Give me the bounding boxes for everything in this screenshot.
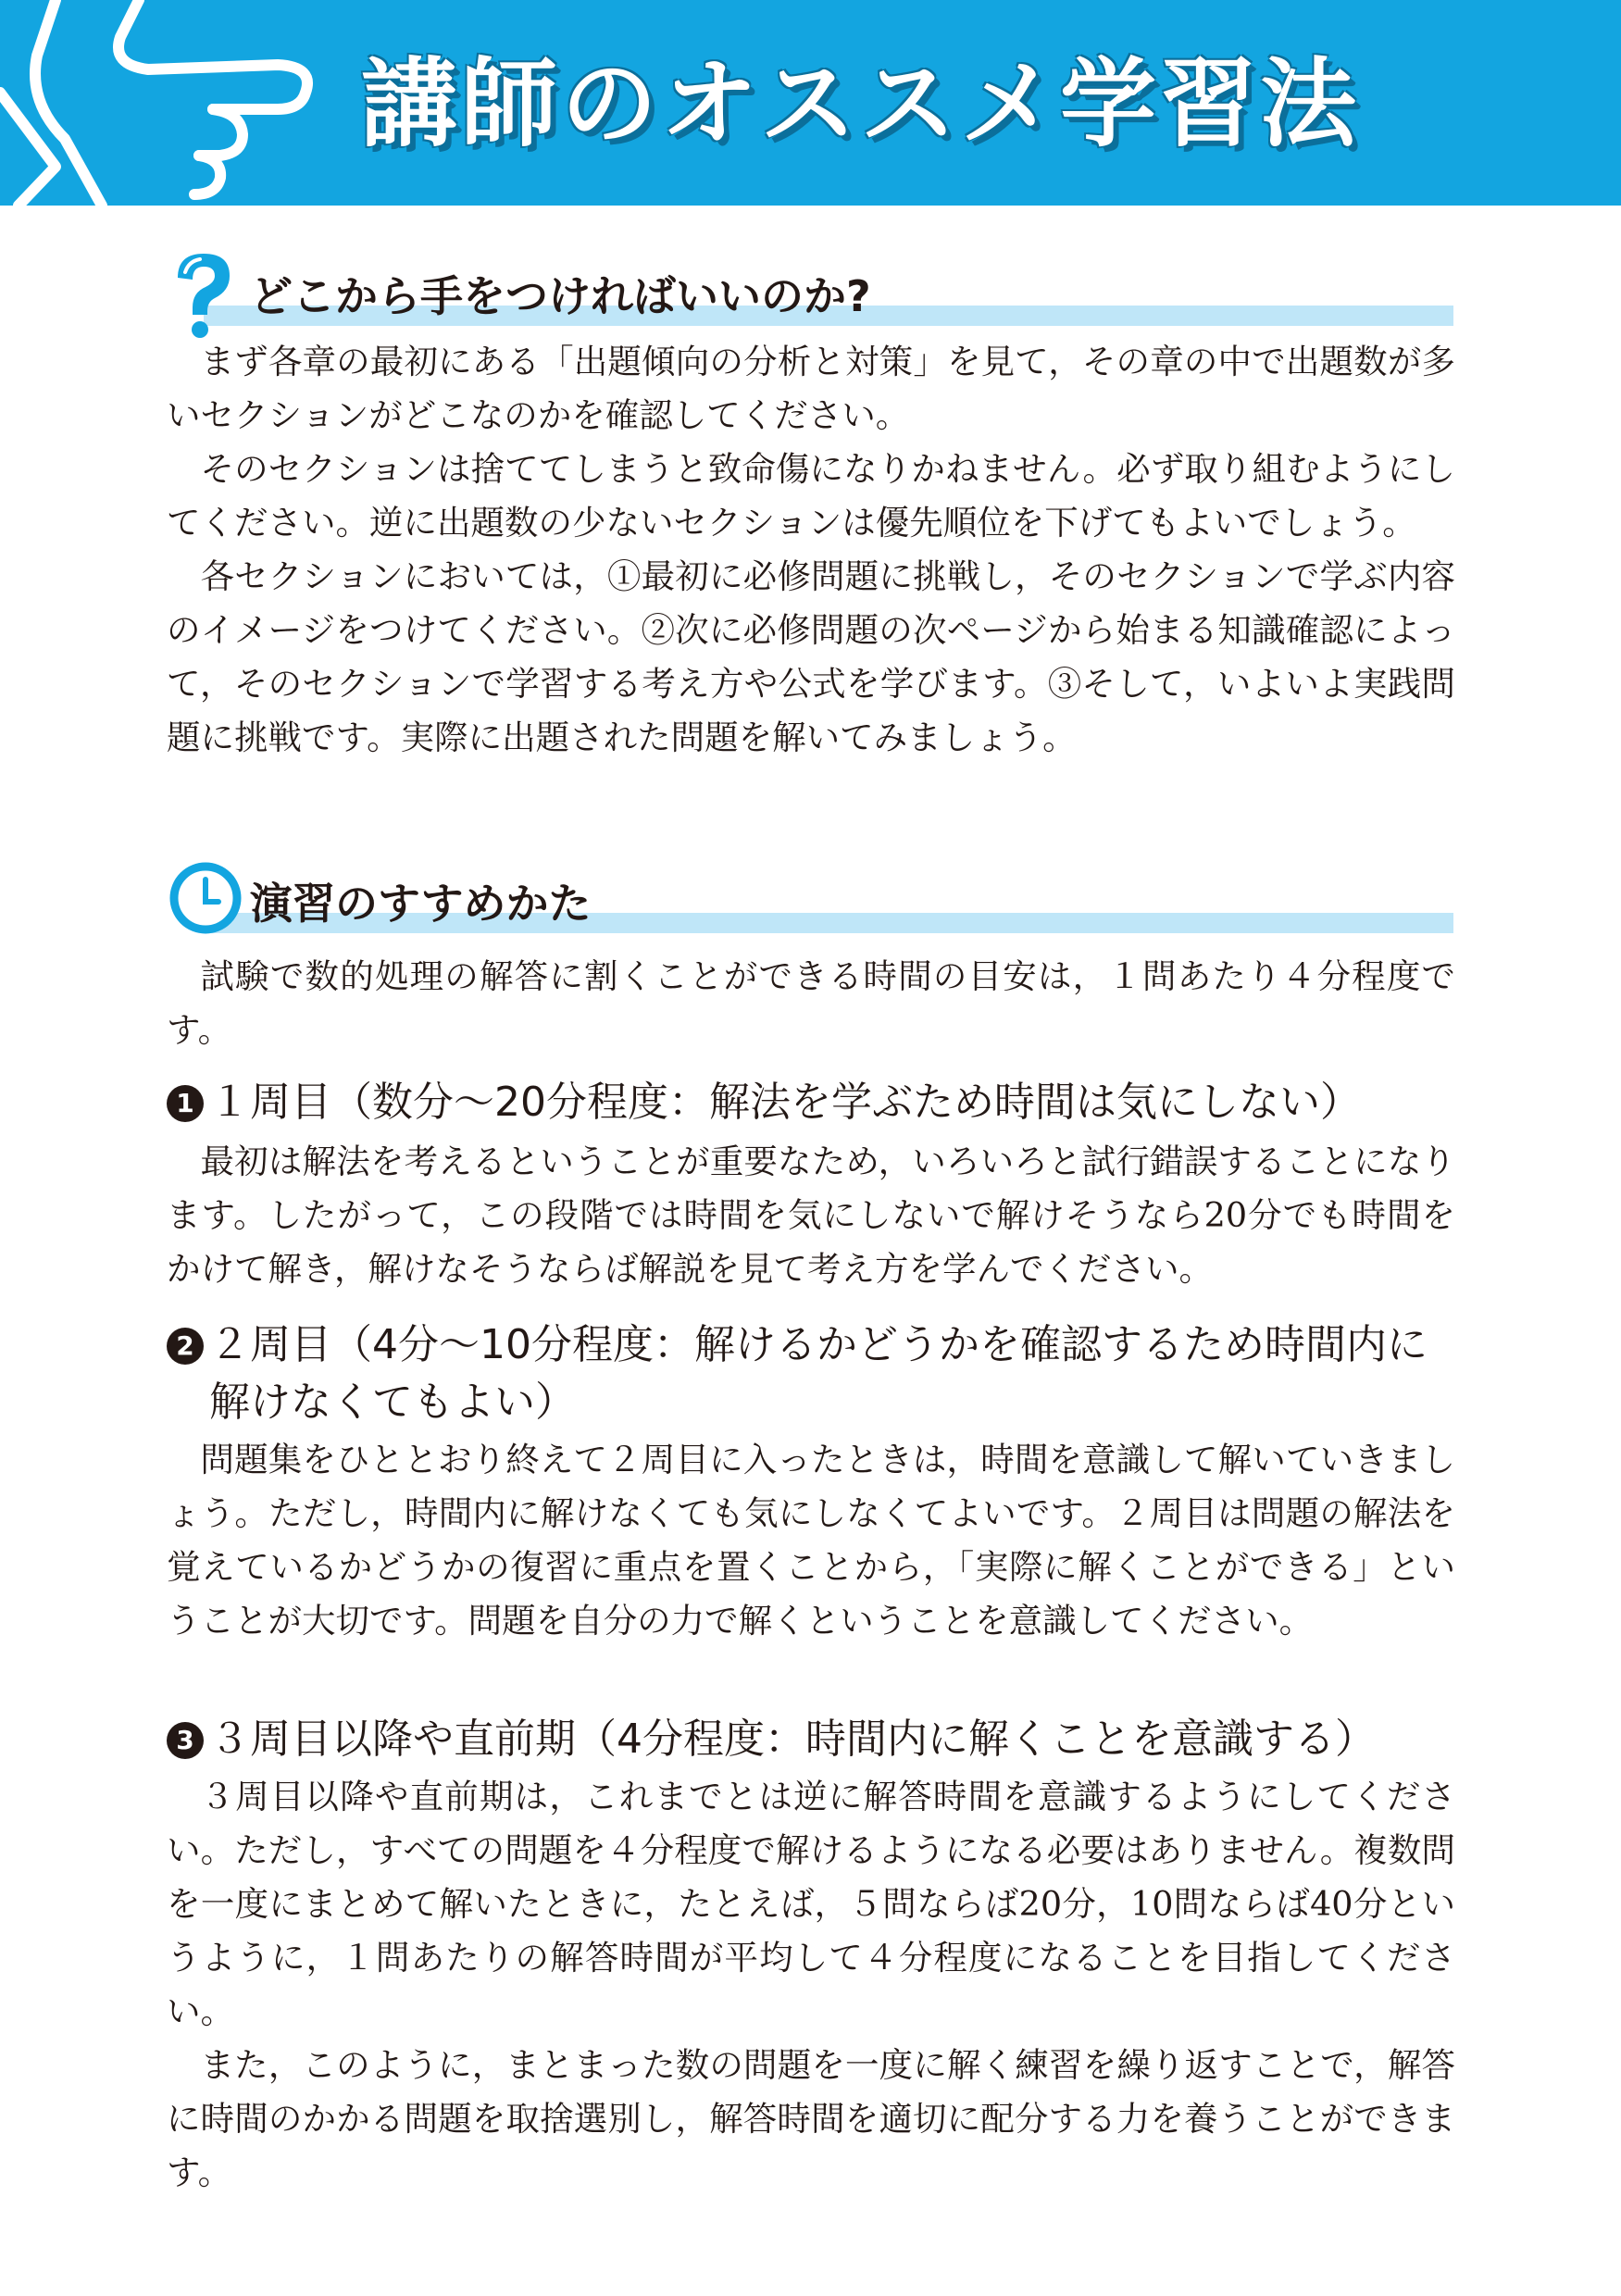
section2-intro	[167, 950, 1455, 1057]
paragraph: また，このように，まとまった数の問題を一度に解く練習を繰り返すことで，解答に時間のかかる問題を取捨選別し，解答時間を適切に配分する力を養うことができます。	[167, 2045, 1455, 2192]
paragraph: そのセクションは捨ててしまうと致命傷になりかねません。必ず取り組むようにしてください。逆に出題数の少ないセクションは優先順位を下げてもよいでしょう。	[167, 449, 1455, 543]
step-title: ３周目以降や直前期（4分程度：時間内に解くことを意識する）	[209, 1716, 1376, 1763]
step-number-badge: 1	[167, 1085, 204, 1122]
step-3-heading	[167, 1711, 1463, 1768]
step-1-heading	[167, 1074, 1463, 1131]
page-title: 講師のオススメ学習法	[361, 47, 1360, 160]
step-title-continued: 解けなくてもよい）	[209, 1379, 576, 1426]
paragraph: 試験で数的処理の解答に割くことができる時間の目安は，１問あたり４分程度です。	[167, 956, 1455, 1050]
step-number-badge: 2	[167, 1328, 204, 1365]
step-2-heading	[167, 1316, 1463, 1431]
section-heading-practice	[167, 855, 1453, 957]
section1-body	[167, 335, 1455, 765]
section-heading-text: どこから手をつければいいのか?	[250, 271, 871, 321]
paragraph: 最初は解法を考えるということが重要なため，いろいろと試行錯誤することになります。したがって，この段階では時間を気にしないで解けそうなら20分でも時間をかけて解き，解けなそうならば解説を見て考え方を学んでください。	[167, 1142, 1455, 1289]
clock-icon	[167, 855, 244, 939]
pointing-hand-icon	[0, 0, 352, 206]
question-icon	[167, 248, 241, 341]
step-1-body	[167, 1135, 1455, 1296]
paragraph: 問題集をひととおり終えて２周目に入ったときは，時間を意識して解いていきましょう。ただし，時間内に解けなくても気にしなくてよいです。２周目は問題の解法を覚えているかどうかの復習に重点を置くことから，「実際に解くことができる」ということが大切です。問題を自分の力で解くということを意識してください。	[167, 1440, 1455, 1641]
step-title: １周目（数分〜20分程度：解法を学ぶため時間は気にしない）	[209, 1079, 1361, 1126]
paragraph: まず各章の最初にある「出題傾向の分析と対策」を見て，その章の中で出題数が多いセクションがどこなのかを確認してください。	[167, 342, 1455, 435]
paragraph: 各セクションにおいては，①最初に必修問題に挑戦し，そのセクションで学ぶ内容のイメージをつけてください。②次に必修問題の次ページから始まる知識確認によって，そのセクションで学習する考え方や公式を学びます。③そして，いよいよ実践問題に挑戦です。実際に出題された問題を解いてみましょう。	[167, 556, 1455, 757]
section-heading-text: 演習のすすめかた	[250, 879, 592, 929]
paragraph: ３周目以降や直前期は，これまでとは逆に解答時間を意識するようにしてください。ただし，すべての問題を４分程度で解けるようになる必要はありません。複数問を一度にまとめて解いたときに，たとえば，５問ならば20分，10問ならば40分というように，１問あたりの解答時間が平均して４分程度になることを目指してください。	[167, 1777, 1455, 2031]
header-banner	[0, 0, 1621, 206]
step-number-badge: 3	[167, 1722, 204, 1759]
step-title: ２周目（4分〜10分程度：解けるかどうかを確認するため時間内に	[209, 1321, 1428, 1368]
step-2-body	[167, 1433, 1455, 1648]
step-3-body	[167, 1770, 1455, 2200]
